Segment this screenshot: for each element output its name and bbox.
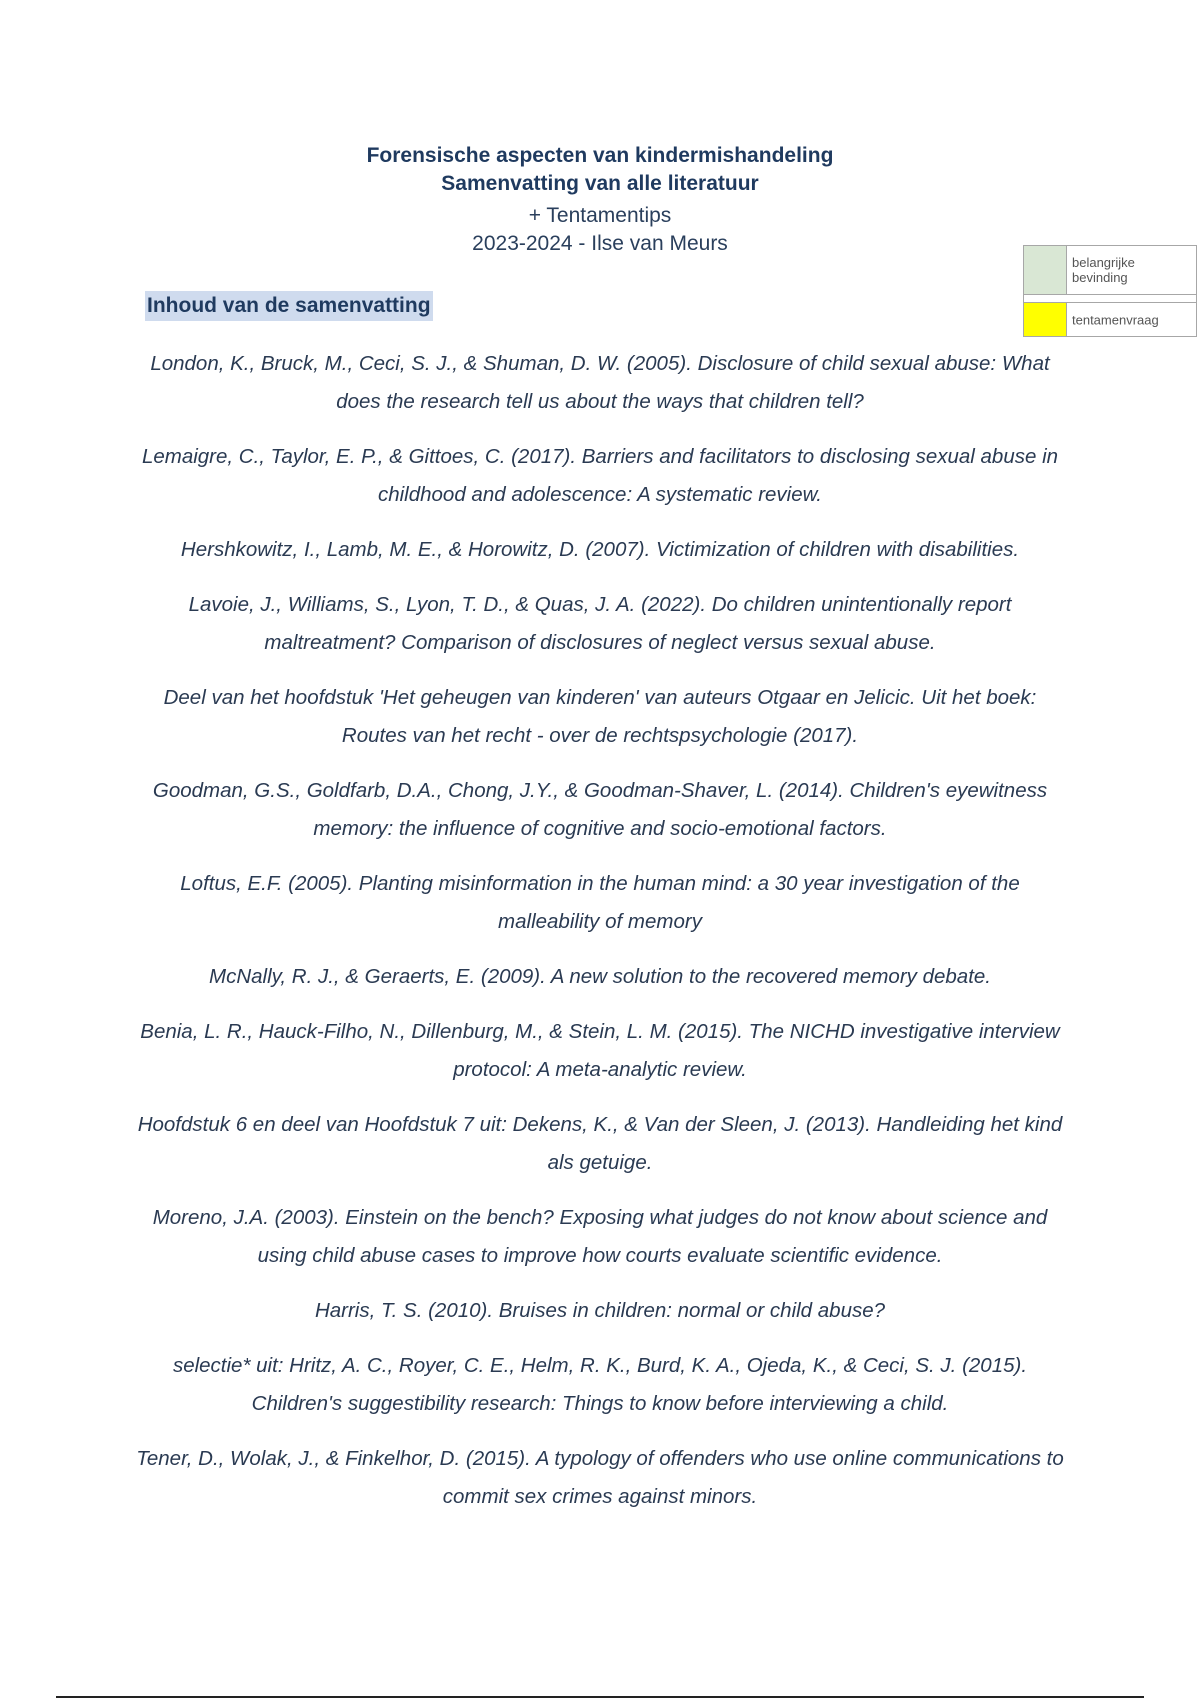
legend-swatch-yellow [1024, 303, 1067, 336]
reference-item: Lemaigre, C., Taylor, E. P., & Gittoes, C. (2017). Barriers and facilitators to disclosing sexual abuse in childhood and adolescence: A systematic review. [141, 445, 1059, 506]
reference-item: Lavoie, J., Williams, S., Lyon, T. D., & Quas, J. A. (2022). Do children unintentionally report maltreatment? Comparison of disclosures of neglect versus sexual abuse. [188, 593, 1012, 654]
reference-list [130, 345, 1070, 1533]
legend-swatch-green [1024, 246, 1067, 294]
document-tagline: + Tentamentips [528, 204, 672, 227]
document-title: Forensische aspecten van kindermishandeling [366, 144, 834, 167]
reference-item: Moreno, J.A. (2003). Einstein on the bench? Exposing what judges do not know about science and using child abuse cases to improve how courts evaluate scientific evidence. [152, 1206, 1048, 1267]
reference-item: Loftus, E.F. (2005). Planting misinformation in the human mind: a 30 year investigation of the malleability of memory [180, 872, 1020, 933]
legend-row-important [1024, 246, 1196, 295]
reference-item: Hoofdstuk 6 en deel van Hoofdstuk 7 uit: Dekens, K., & Van der Sleen, J. (2013). Handleiding het kind als getuige. [137, 1113, 1063, 1174]
reference-item: Harris, T. S. (2010). Bruises in children: normal or child abuse? [314, 1299, 886, 1322]
reference-item: Goodman, G.S., Goldfarb, D.A., Chong, J.Y., & Goodman-Shaver, L. (2014). Children's eyewitness memory: the influence of cognitive and socio-emotional factors. [152, 779, 1048, 840]
reference-item: selectie* uit: Hritz, A. C., Royer, C. E., Helm, R. K., Burd, K. A., Ojeda, K., & Ceci, S. J. (2015). Children's suggestibility research: Things to know before interviewing a child. [172, 1354, 1028, 1415]
reference-item: Hershkowitz, I., Lamb, M. E., & Horowitz, D. (2007). Victimization of children with disabilities. [180, 538, 1020, 561]
contents-heading: Inhoud van de samenvatting [145, 291, 433, 321]
page-bottom-rule [56, 1696, 1144, 1698]
document-subtitle: Samenvatting van alle literatuur [441, 172, 759, 195]
reference-item: Deel van het hoofdstuk 'Het geheugen van kinderen' van auteurs Otgaar en Jelicic. Uit het boek: Routes van het recht - over de rechtspsychologie (2017). [163, 686, 1037, 747]
legend-label-exam: tentamenvraag [1072, 312, 1159, 327]
color-legend [1023, 245, 1197, 337]
reference-item: McNally, R. J., & Geraerts, E. (2009). A new solution to the recovered memory debate. [209, 965, 991, 988]
legend-label-important: belangrijke bevinding [1072, 255, 1135, 285]
reference-item: Benia, L. R., Hauck-Filho, N., Dillenburg, M., & Stein, L. M. (2015). The NICHD investigative interview protocol: A meta-analytic review. [140, 1020, 1060, 1081]
document-year-author: 2023-2024 - Ilse van Meurs [472, 232, 728, 255]
legend-row-exam [1024, 302, 1196, 336]
reference-item: Tener, D., Wolak, J., & Finkelhor, D. (2015). A typology of offenders who use online communications to commit sex crimes against minors. [136, 1447, 1064, 1508]
reference-item: London, K., Bruck, M., Ceci, S. J., & Shuman, D. W. (2005). Disclosure of child sexual abuse: What does the research tell us about the ways that children tell? [150, 352, 1050, 413]
